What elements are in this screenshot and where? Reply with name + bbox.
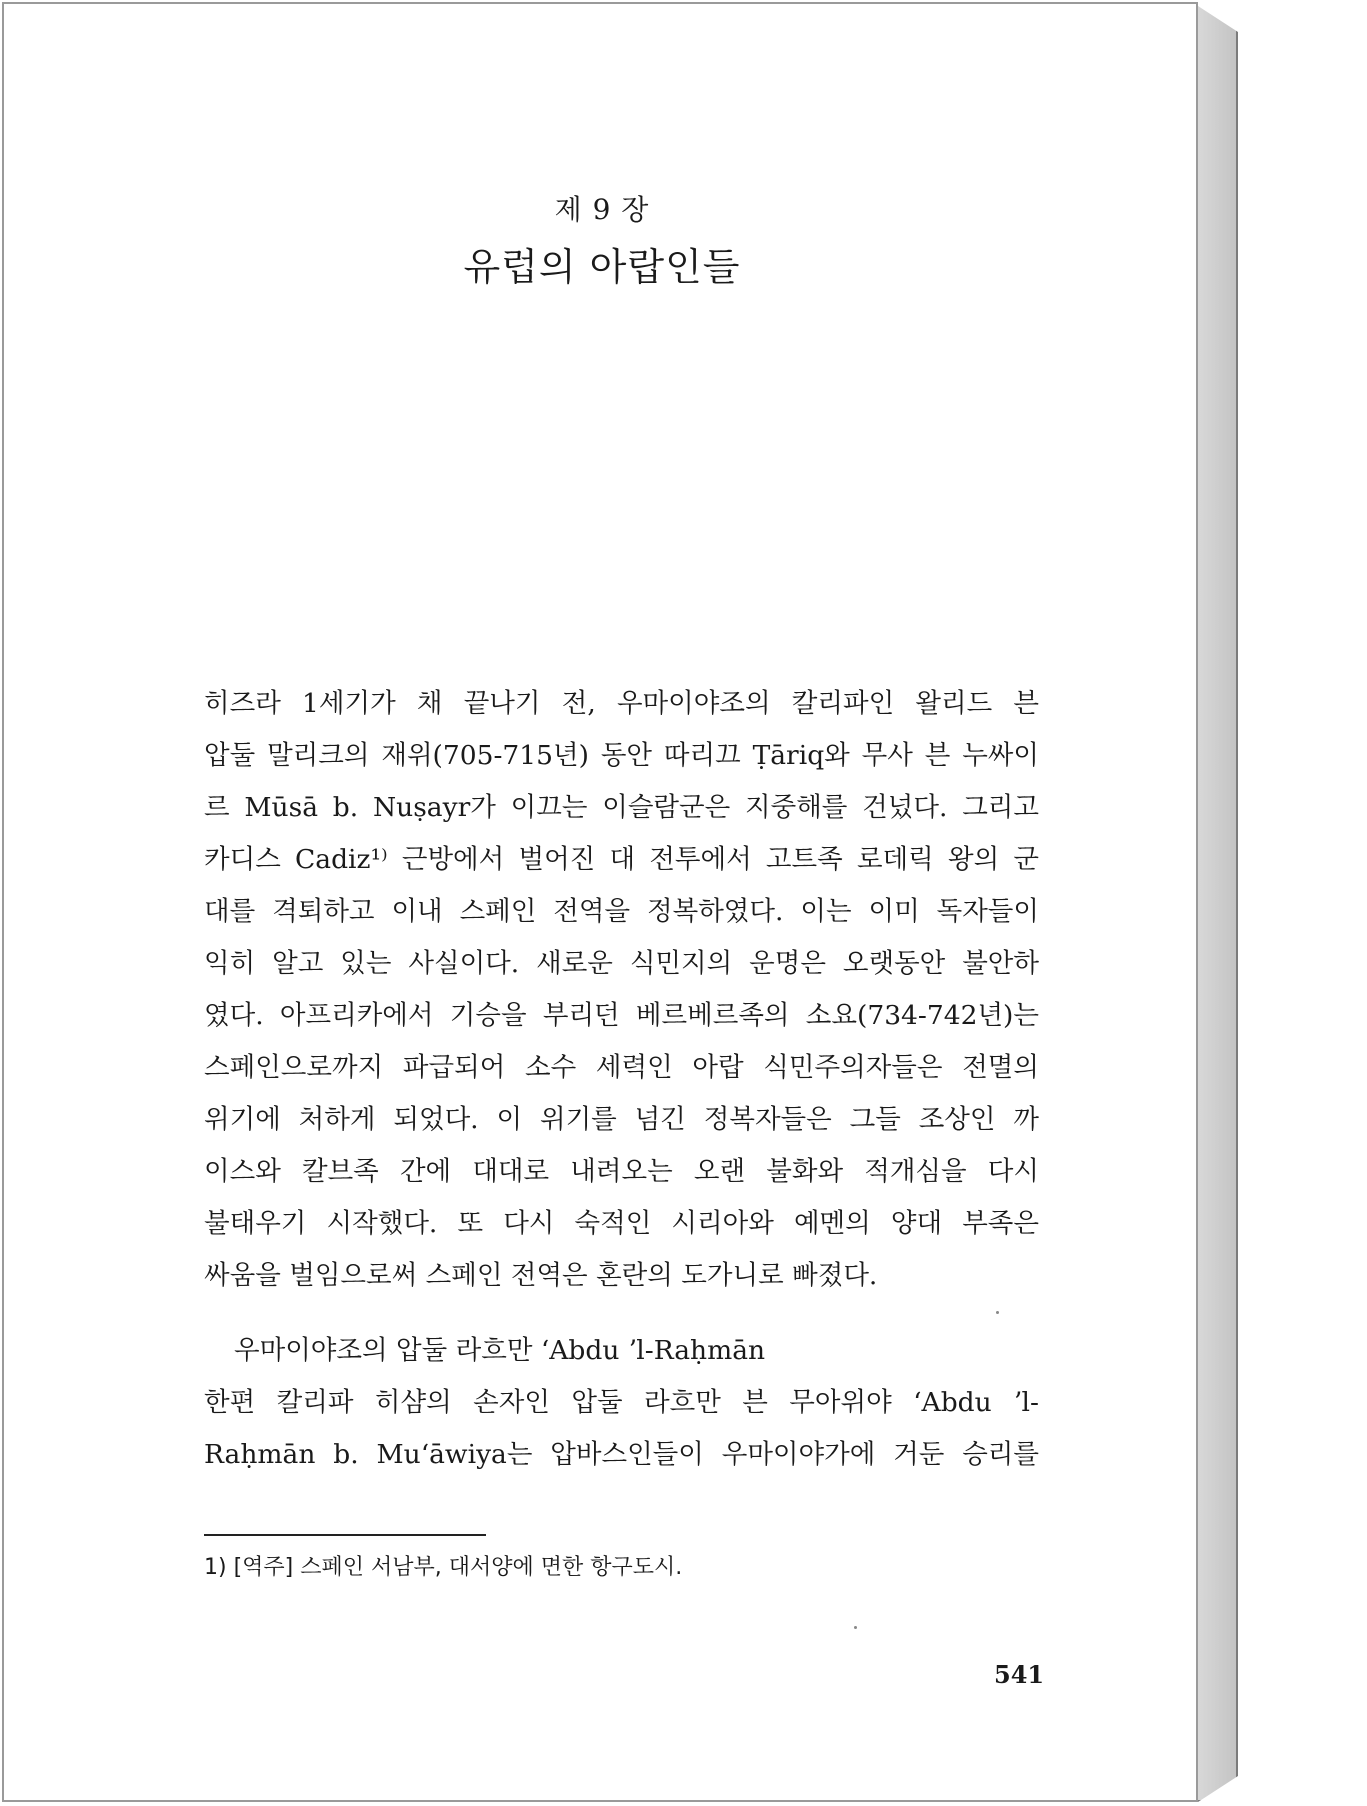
paragraph-line: 이스와 칼브족 간에 대대로 내려오는 오랜 불화와 적개심을 다시 xyxy=(204,1156,1039,1187)
paragraph-line: 한편 칼리파 히샴의 손자인 압둘 라흐만 븐 무아위야 ʻAbdu ʼl- xyxy=(204,1387,1039,1418)
paragraph-line: 스페인으로까지 파급되어 소수 세력인 아랍 식민주의자들은 전멸의 xyxy=(204,1052,1039,1083)
paragraph-line: 였다. 아프리카에서 기승을 부리던 베르베르족의 소요(734-742년)는 xyxy=(204,1000,1039,1031)
paragraph-line: 히즈라 1세기가 채 끝나기 전, 우마이야조의 칼리파인 왈리드 븐 xyxy=(204,688,1039,719)
paragraph-line: Raḥmān b. Muʻāwiya는 압바스인들이 우마이야가에 거둔 승리를 xyxy=(204,1439,1039,1470)
page-number: 541 xyxy=(994,1660,1045,1689)
page-stack-edge xyxy=(1198,6,1238,1802)
speck xyxy=(996,1311,999,1314)
section-subheading: 우마이야조의 압둘 라흐만 ʻAbdu ʼl-Raḥmān xyxy=(234,1335,766,1366)
footnote: 1) [역주] 스페인 서남부, 대서양에 면한 항구도시. xyxy=(204,1555,683,1580)
paragraph-line: 카디스 Cadiz¹⁾ 근방에서 벌어진 대 전투에서 고트족 로데릭 왕의 군 xyxy=(204,844,1039,875)
paragraph-1 xyxy=(204,678,1039,1302)
paragraph-line: 위기에 처하게 되었다. 이 위기를 넘긴 정복자들은 그들 조상인 까 xyxy=(204,1104,1039,1135)
chapter-title: 유럽의 아랍인들 xyxy=(463,245,741,289)
paragraph-line: 대를 격퇴하고 이내 스페인 전역을 정복하였다. 이는 이미 독자들이 xyxy=(204,896,1039,927)
paragraph-line: 불태우기 시작했다. 또 다시 숙적인 시리아와 예멘의 양대 부족은 xyxy=(204,1208,1039,1239)
paragraph-line: 익히 알고 있는 사실이다. 새로운 식민지의 운명은 오랫동안 불안하 xyxy=(204,948,1039,979)
paragraph-line: 르 Mūsā b. Nuṣayr가 이끄는 이슬람군은 지중해를 건넜다. 그리고 xyxy=(204,792,1039,823)
paragraph-line: 압둘 말리크의 재위(705-715년) 동안 따리끄 Ṭāriq와 무사 븐 누싸이 xyxy=(204,740,1039,771)
chapter-number: 제 9 장 xyxy=(554,193,650,226)
speck xyxy=(854,1626,857,1629)
footnote-divider xyxy=(204,1534,486,1536)
book-page xyxy=(2,2,1198,1802)
paragraph-line: 싸움을 벌임으로써 스페인 전역은 혼란의 도가니로 빠졌다. xyxy=(204,1260,878,1291)
paragraph-2 xyxy=(204,1377,1039,1481)
